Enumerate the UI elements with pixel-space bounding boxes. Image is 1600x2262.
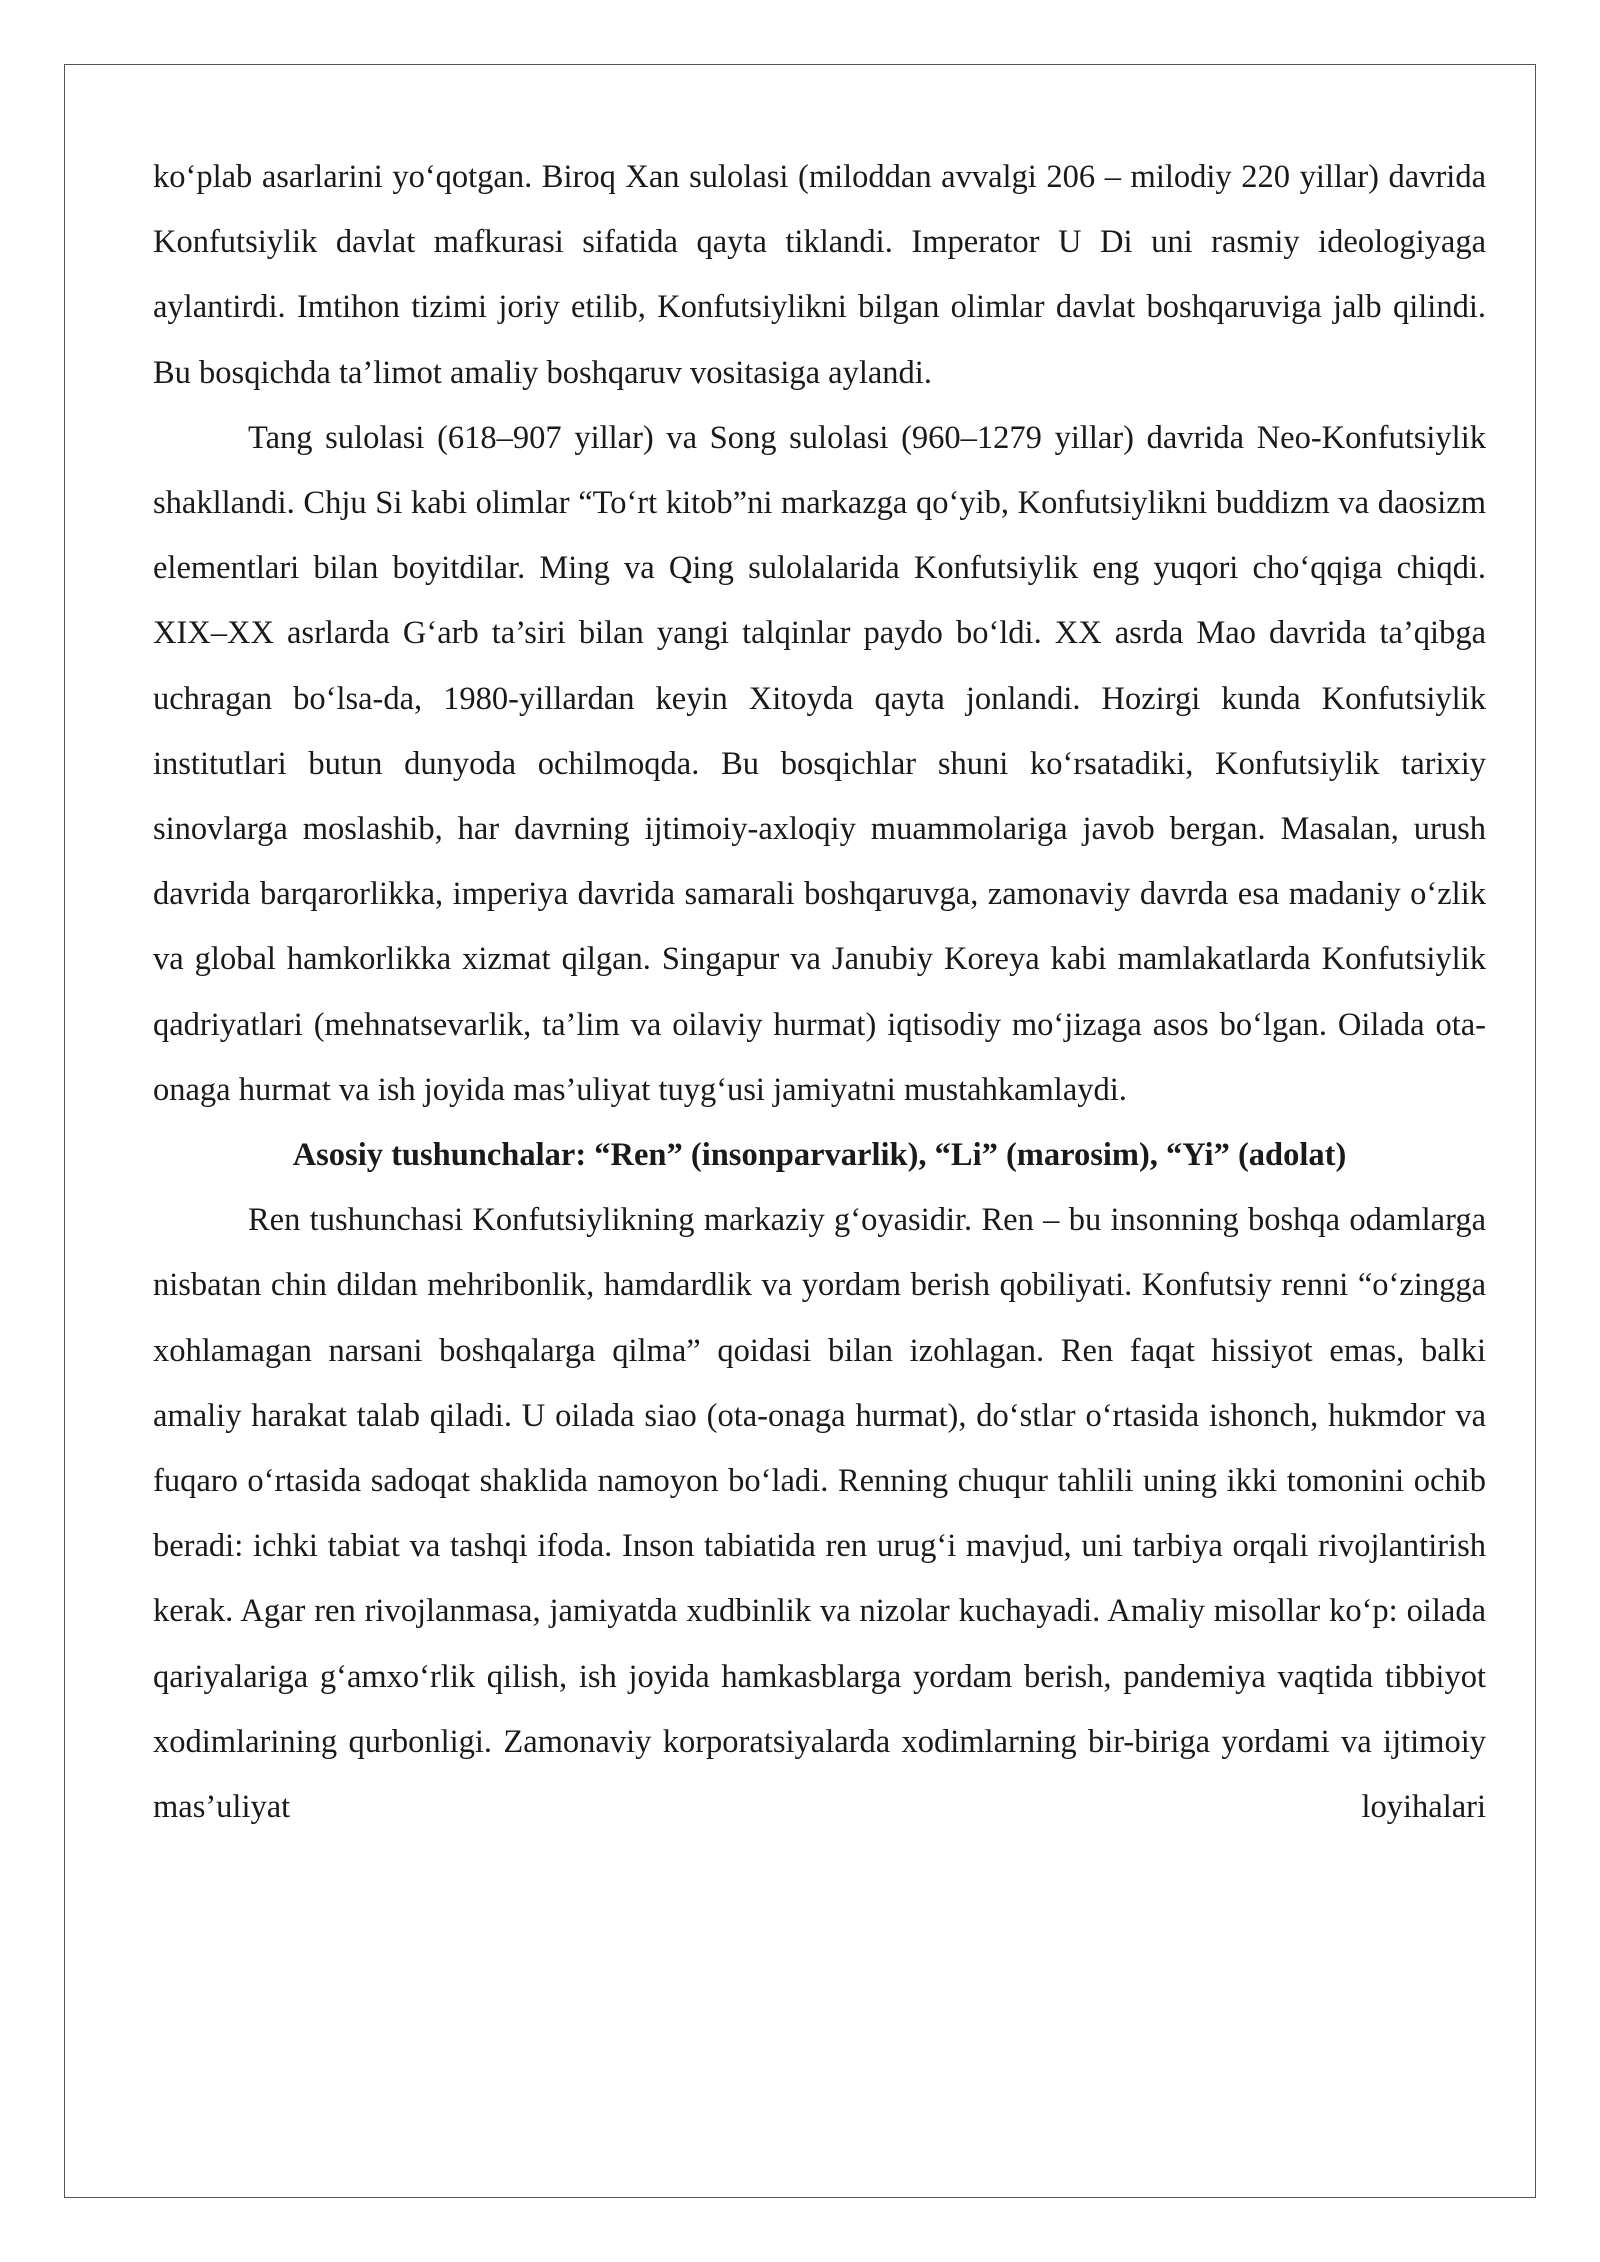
paragraph-ren: Ren tushunchasi Konfutsiylikning markaziy g‘oyasidir. Ren – bu insonning boshqa odamlarga nisbatan chin dildan mehribonlik, hamdardlik va yordam berish qobiliyati. Konfutsiy renni “o‘zingga xohlamagan narsani boshqalarga qilma” qoidasi bilan izohlagan. Ren faqat hissiyot emas, balki amaliy harakat talab qiladi. U oilada siao (ota-onaga hurmat), do‘stlar o‘rtasida ishonch, hukmdor va fuqaro o‘rtasida sadoqat shaklida namoyon bo‘ladi. Renning chuqur tahlili uning ikki tomonini ochib beradi: ichki tabiat va tashqi ifoda. Inson tabiatida ren urug‘i mavjud, uni tarbiya orqali rivojlantirish kerak. Agar ren rivojlanmasa, jamiyatda xudbinlik va nizolar kuchayadi. Amaliy misollar ko‘p: oilada qariyalariga g‘amxo‘rlik qilish, ish joyida hamkasblarga yordam berish, pandemiya vaqtida tibbiyot xodimlarining qurbonligi. Zamonaviy korporatsiyalarda xodimlarning bir-biriga yordami va ijtimoiy mas’uliyat loyihalari xyxy=(153,1202,1486,1826)
section-heading: Asosiy tushunchalar: “Ren” (insonparvarlik), “Li” (marosim), “Yi” (adolat) xyxy=(292,1137,1347,1174)
document-body xyxy=(153,145,1486,1840)
paragraph-neo-confucianism: Tang sulolasi (618–907 yillar) va Song sulolasi (960–1279 yillar) davrida Neo-Konfutsiylik shakllandi. Chju Si kabi olimlar “To‘rt kitob”ni markazga qo‘yib, Konfutsiylikni buddizm va daosizm elementlari bilan boyitdilar. Ming va Qing sulolalarida Konfutsiylik eng yuqori cho‘qqiga chiqdi. XIX–XX asrlarda G‘arb ta’siri bilan yangi talqinlar paydo bo‘ldi. XX asrda Mao davrida ta’qibga uchragan bo‘lsa-da, 1980-yillardan keyin Xitoyda qayta jonlandi. Hozirgi kunda Konfutsiylik institutlari butun dunyoda ochilmoqda. Bu bosqichlar shuni ko‘rsatadiki, Konfutsiylik tarixiy sinovlarga moslashib, har davrning ijtimoiy-axloqiy muammolariga javob bergan. Masalan, urush davrida barqarorlikka, imperiya davrida samarali boshqaruvga, zamonaviy davrda esa madaniy o‘zlik va global hamkorlikka xizmat qilgan. Singapur va Janubiy Koreya kabi mamlakatlarda Konfutsiylik qadriyatlari (mehnatsevarlik, ta’lim va oilaviy hurmat) iqtisodiy mo‘jizaga asos bo‘lgan. Oilada ota-onaga hurmat va ish joyida mas’uliyat tuyg‘usi jamiyatni mustahkamlaydi. xyxy=(153,419,1486,1108)
paragraph-xan-dynasty: ko‘plab asarlarini yo‘qotgan. Biroq Xan sulolasi (miloddan avvalgi 206 – milodiy 220 yillar) davrida Konfutsiylik davlat mafkurasi sifatida qayta tiklandi. Imperator U Di uni rasmiy ideologiyaga aylantirdi. Imtihon tizimi joriy etilib, Konfutsiylikni bilgan olimlar davlat boshqaruviga jalb qilindi. Bu bosqichda ta’limot amaliy boshqaruv vositasiga aylandi. xyxy=(153,159,1486,391)
